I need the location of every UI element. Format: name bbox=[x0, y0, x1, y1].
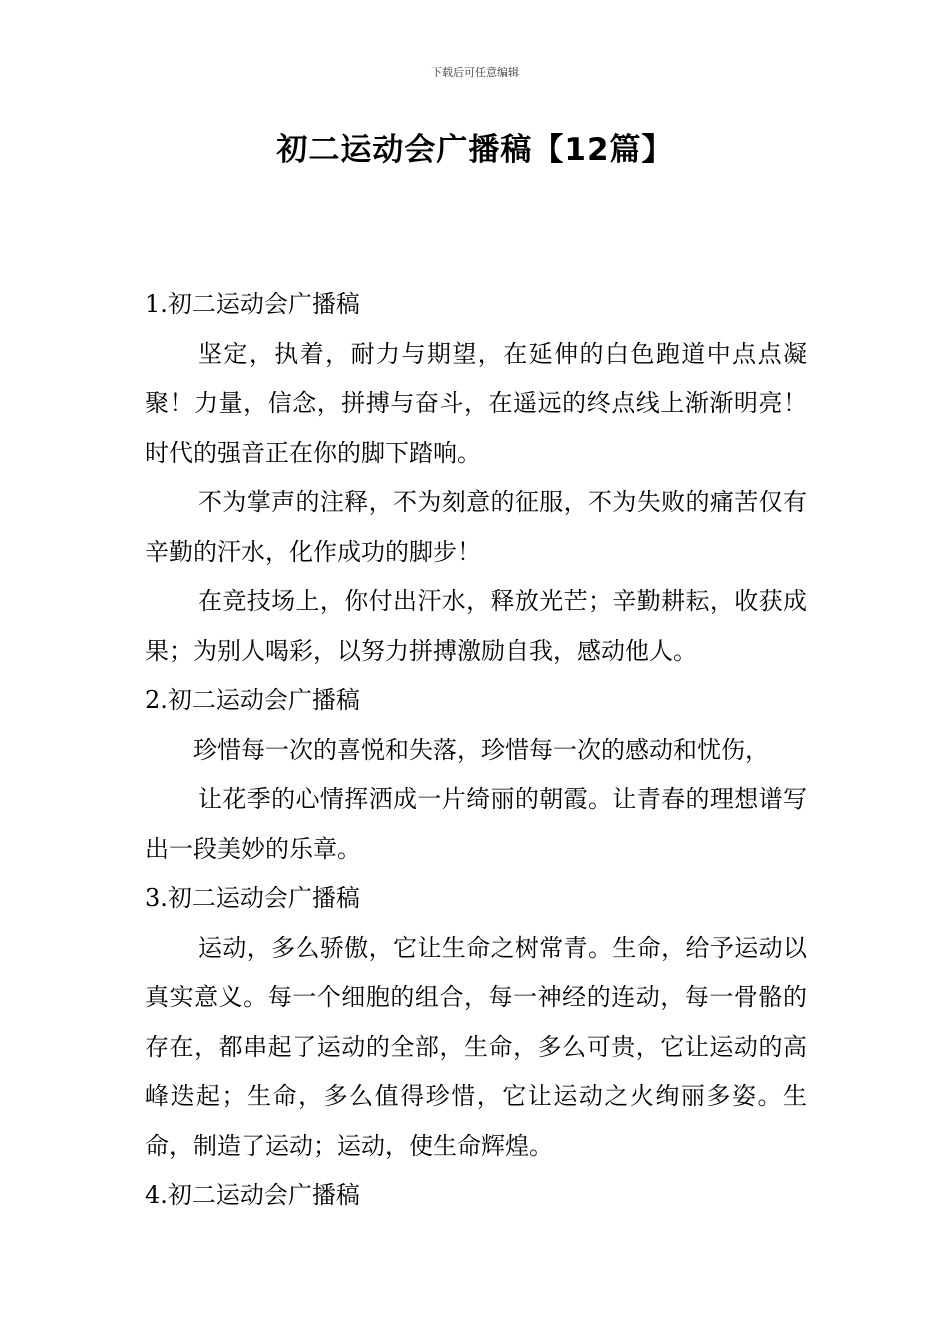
paragraph: 让花季的心情挥洒成一片绮丽的朝霞。让青春的理想谱写出一段美妙的乐章。 bbox=[145, 785, 807, 863]
section-3 bbox=[145, 874, 807, 1171]
header-note: 下载后可任意编辑 bbox=[431, 66, 519, 79]
section-2 bbox=[145, 676, 807, 874]
paragraph: 在竞技场上，你付出汗水，释放光芒；辛勤耕耘，收获成果；为别人喝彩，以努力拼搏激励自我，感动他人。 bbox=[145, 587, 807, 665]
section-1 bbox=[145, 280, 807, 676]
section-heading: 1.初二运动会广播稿 bbox=[145, 290, 360, 318]
paragraph: 珍惜每一次的喜悦和失落，珍惜每一次的感动和忧伤， bbox=[193, 735, 769, 764]
paragraph: 坚定，执着，耐力与期望，在延伸的白色跑道中点点凝聚！力量，信念，拼搏与奋斗，在遥远的终点线上渐渐明亮！时代的强音正在你的脚下踏响。 bbox=[145, 339, 807, 467]
document-title: 初二运动会广播稿【12篇】 bbox=[276, 132, 674, 168]
section-heading: 4.初二运动会广播稿 bbox=[145, 1181, 360, 1209]
section-heading: 3.初二运动会广播稿 bbox=[145, 884, 360, 912]
document-body bbox=[145, 280, 807, 1221]
section-heading: 2.初二运动会广播稿 bbox=[145, 686, 360, 714]
paragraph: 不为掌声的注释，不为刻意的征服，不为失败的痛苦仅有辛勤的汗水，化作成功的脚步！ bbox=[145, 488, 807, 566]
section-4 bbox=[145, 1171, 807, 1221]
paragraph: 运动，多么骄傲，它让生命之树常青。生命，给予运动以真实意义。每一个细胞的组合，每一神经的连动，每一骨骼的存在，都串起了运动的全部，生命，多么可贵，它让运动的高峰迭起；生命，多么值得珍惜，它让运动之火绚丽多姿。生命，制造了运动；运动，使生命辉煌。 bbox=[145, 933, 807, 1160]
